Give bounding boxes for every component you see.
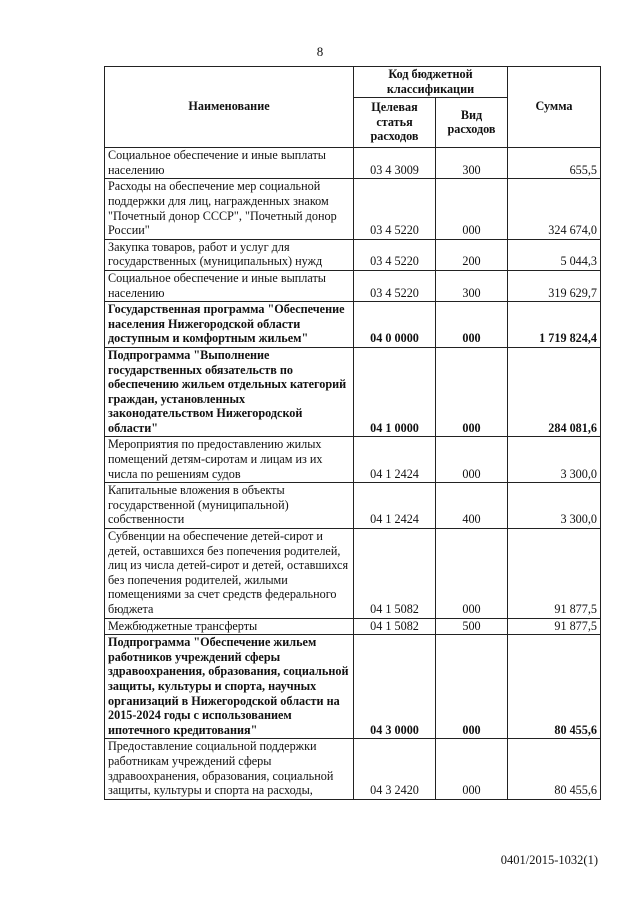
table-row xyxy=(105,239,601,270)
row-target-article: 04 3 0000 xyxy=(354,635,436,739)
row-name: Государственная программа "Обеспечение населения Нижегородской области доступным и комфортным жильем" xyxy=(105,302,354,348)
row-expense-type: 000 xyxy=(436,179,508,239)
table-row xyxy=(105,635,601,739)
table-row xyxy=(105,437,601,483)
row-expense-type: 000 xyxy=(436,635,508,739)
row-name: Подпрограмма "Обеспечение жильем работников учреждений сферы здравоохранения, образования, социальной защиты, культуры и спорта, научных организаций в Нижегородской области на 2015-2024 годы с использованием ипотечного кредитования" xyxy=(105,635,354,739)
header-code-group: Код бюджетной классификации xyxy=(354,67,508,98)
row-target-article: 04 1 5082 xyxy=(354,618,436,635)
row-expense-type: 000 xyxy=(436,437,508,483)
row-amount: 3 300,0 xyxy=(508,437,601,483)
table-row xyxy=(105,270,601,301)
row-target-article: 03 4 5220 xyxy=(354,179,436,239)
row-name: Субвенции на обеспечение детей-сирот и детей, оставшихся без попечения родителей, лиц из числа детей-сирот и детей, оставшихся без попечения родителей, жилыми помещениями за счет средств федерального бюджета xyxy=(105,529,354,619)
row-name: Подпрограмма "Выполнение государственных обязательств по обеспечению жильем отдельных категорий граждан, установленных законодательством Нижегородской области" xyxy=(105,347,354,437)
table-row xyxy=(105,148,601,179)
row-amount: 80 455,6 xyxy=(508,635,601,739)
row-amount: 5 044,3 xyxy=(508,239,601,270)
row-name: Капитальные вложения в объекты государственной (муниципальной) собственности xyxy=(105,483,354,529)
row-target-article: 04 1 5082 xyxy=(354,529,436,619)
row-target-article: 04 1 2424 xyxy=(354,437,436,483)
row-name: Мероприятия по предоставлению жилых помещений детям-сиротам и лицам из их числа по решениям судов xyxy=(105,437,354,483)
row-expense-type: 500 xyxy=(436,618,508,635)
row-expense-type: 000 xyxy=(436,529,508,619)
table-header-row xyxy=(105,67,601,98)
row-expense-type: 300 xyxy=(436,270,508,301)
row-target-article: 03 4 5220 xyxy=(354,270,436,301)
header-expense-type: Вид расходов xyxy=(436,98,508,148)
table-row xyxy=(105,529,601,619)
row-amount: 655,5 xyxy=(508,148,601,179)
row-target-article: 03 4 3009 xyxy=(354,148,436,179)
row-target-article: 03 4 5220 xyxy=(354,239,436,270)
row-expense-type: 200 xyxy=(436,239,508,270)
row-amount: 1 719 824,4 xyxy=(508,302,601,348)
row-expense-type: 000 xyxy=(436,347,508,437)
row-expense-type: 300 xyxy=(436,148,508,179)
row-name: Социальное обеспечение и иные выплаты населению xyxy=(105,148,354,179)
row-expense-type: 400 xyxy=(436,483,508,529)
row-amount: 91 877,5 xyxy=(508,529,601,619)
row-name: Расходы на обеспечение мер социальной поддержки для лиц, награжденных знаком "Почетный донор СССР", "Почетный донор России" xyxy=(105,179,354,239)
row-target-article: 04 0 0000 xyxy=(354,302,436,348)
row-target-article: 04 1 0000 xyxy=(354,347,436,437)
row-target-article: 04 3 2420 xyxy=(354,739,436,799)
row-amount: 284 081,6 xyxy=(508,347,601,437)
budget-table xyxy=(104,66,601,800)
table-body xyxy=(105,148,601,800)
table-row xyxy=(105,179,601,239)
table-row xyxy=(105,618,601,635)
page-number: 8 xyxy=(316,44,324,59)
table-row xyxy=(105,739,601,799)
row-amount: 319 629,7 xyxy=(508,270,601,301)
row-amount: 3 300,0 xyxy=(508,483,601,529)
header-name: Наименование xyxy=(105,67,354,148)
document-code: 0401/2015-1032(1) xyxy=(500,853,598,867)
row-name: Закупка товаров, работ и услуг для государственных (муниципальных) нужд xyxy=(105,239,354,270)
table-row xyxy=(105,347,601,437)
table-row xyxy=(105,302,601,348)
table-row xyxy=(105,483,601,529)
row-amount: 324 674,0 xyxy=(508,179,601,239)
header-amount: Сумма xyxy=(508,67,601,148)
row-amount: 91 877,5 xyxy=(508,618,601,635)
header-target-article: Целевая статья расходов xyxy=(354,98,436,148)
row-expense-type: 000 xyxy=(436,739,508,799)
row-name: Межбюджетные трансферты xyxy=(105,618,354,635)
row-expense-type: 000 xyxy=(436,302,508,348)
row-name: Социальное обеспечение и иные выплаты населению xyxy=(105,270,354,301)
row-name: Предоставление социальной поддержки работникам учреждений сферы здравоохранения, образования, социальной защиты, культуры и спорта на расходы, xyxy=(105,739,354,799)
row-amount: 80 455,6 xyxy=(508,739,601,799)
row-target-article: 04 1 2424 xyxy=(354,483,436,529)
